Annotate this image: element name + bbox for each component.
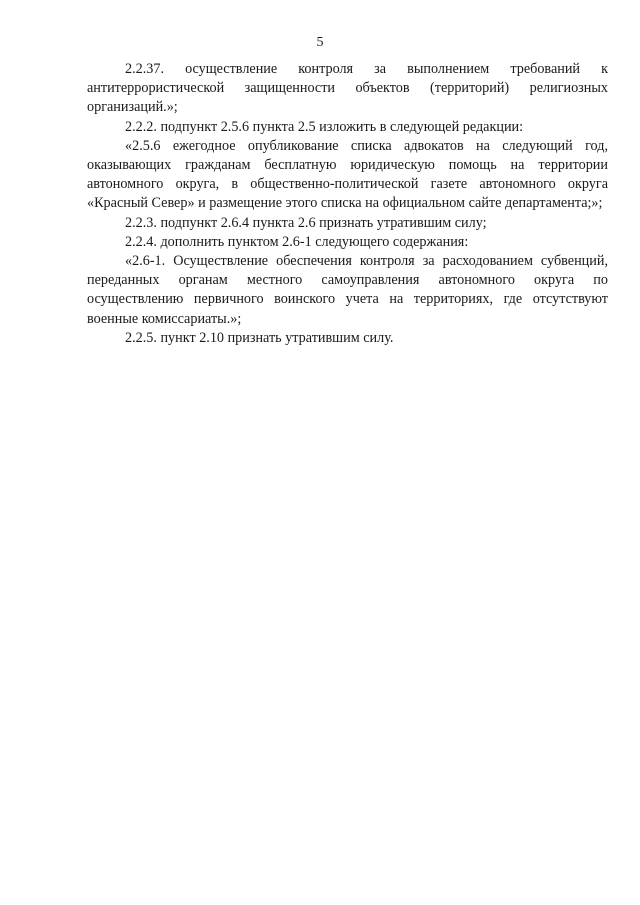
document-body <box>87 60 608 348</box>
paragraph-2-6-1-quote: «2.6-1. Осуществление обеспечения контроля за расходованием субвенций, переданных органам местного самоуправления автономного округа по осуществлению первичного воинского учета на территориях, где отсутствуют военные комиссариаты.»; <box>87 253 608 327</box>
paragraph-2-2-5: 2.2.5. пункт 2.10 признать утратившим силу. <box>125 329 394 346</box>
paragraph-2-2-3: 2.2.3. подпункт 2.6.4 пункта 2.6 признать утратившим силу; <box>125 214 487 231</box>
paragraph-2-2-2: 2.2.2. подпункт 2.5.6 пункта 2.5 изложить в следующей редакции: <box>125 118 524 135</box>
paragraph-2-2-4: 2.2.4. дополнить пунктом 2.6-1 следующего содержания: <box>125 233 469 250</box>
paragraph-2-5-6-quote: «2.5.6 ежегодное опубликование списка адвокатов на следующий год, оказывающих гражданам бесплатную юридическую помощь на территории автономного округа, в общественно-политической газете автономного округа «Красный Север» и размещение этого списка на официальном сайте департамента;»; <box>87 137 608 212</box>
page-number: 5 <box>316 35 324 50</box>
paragraph-2-2-37: 2.2.37. осуществление контроля за выполнением требований к антитеррористической защищенности объектов (территорий) религиозных организаций.»; <box>87 61 608 116</box>
